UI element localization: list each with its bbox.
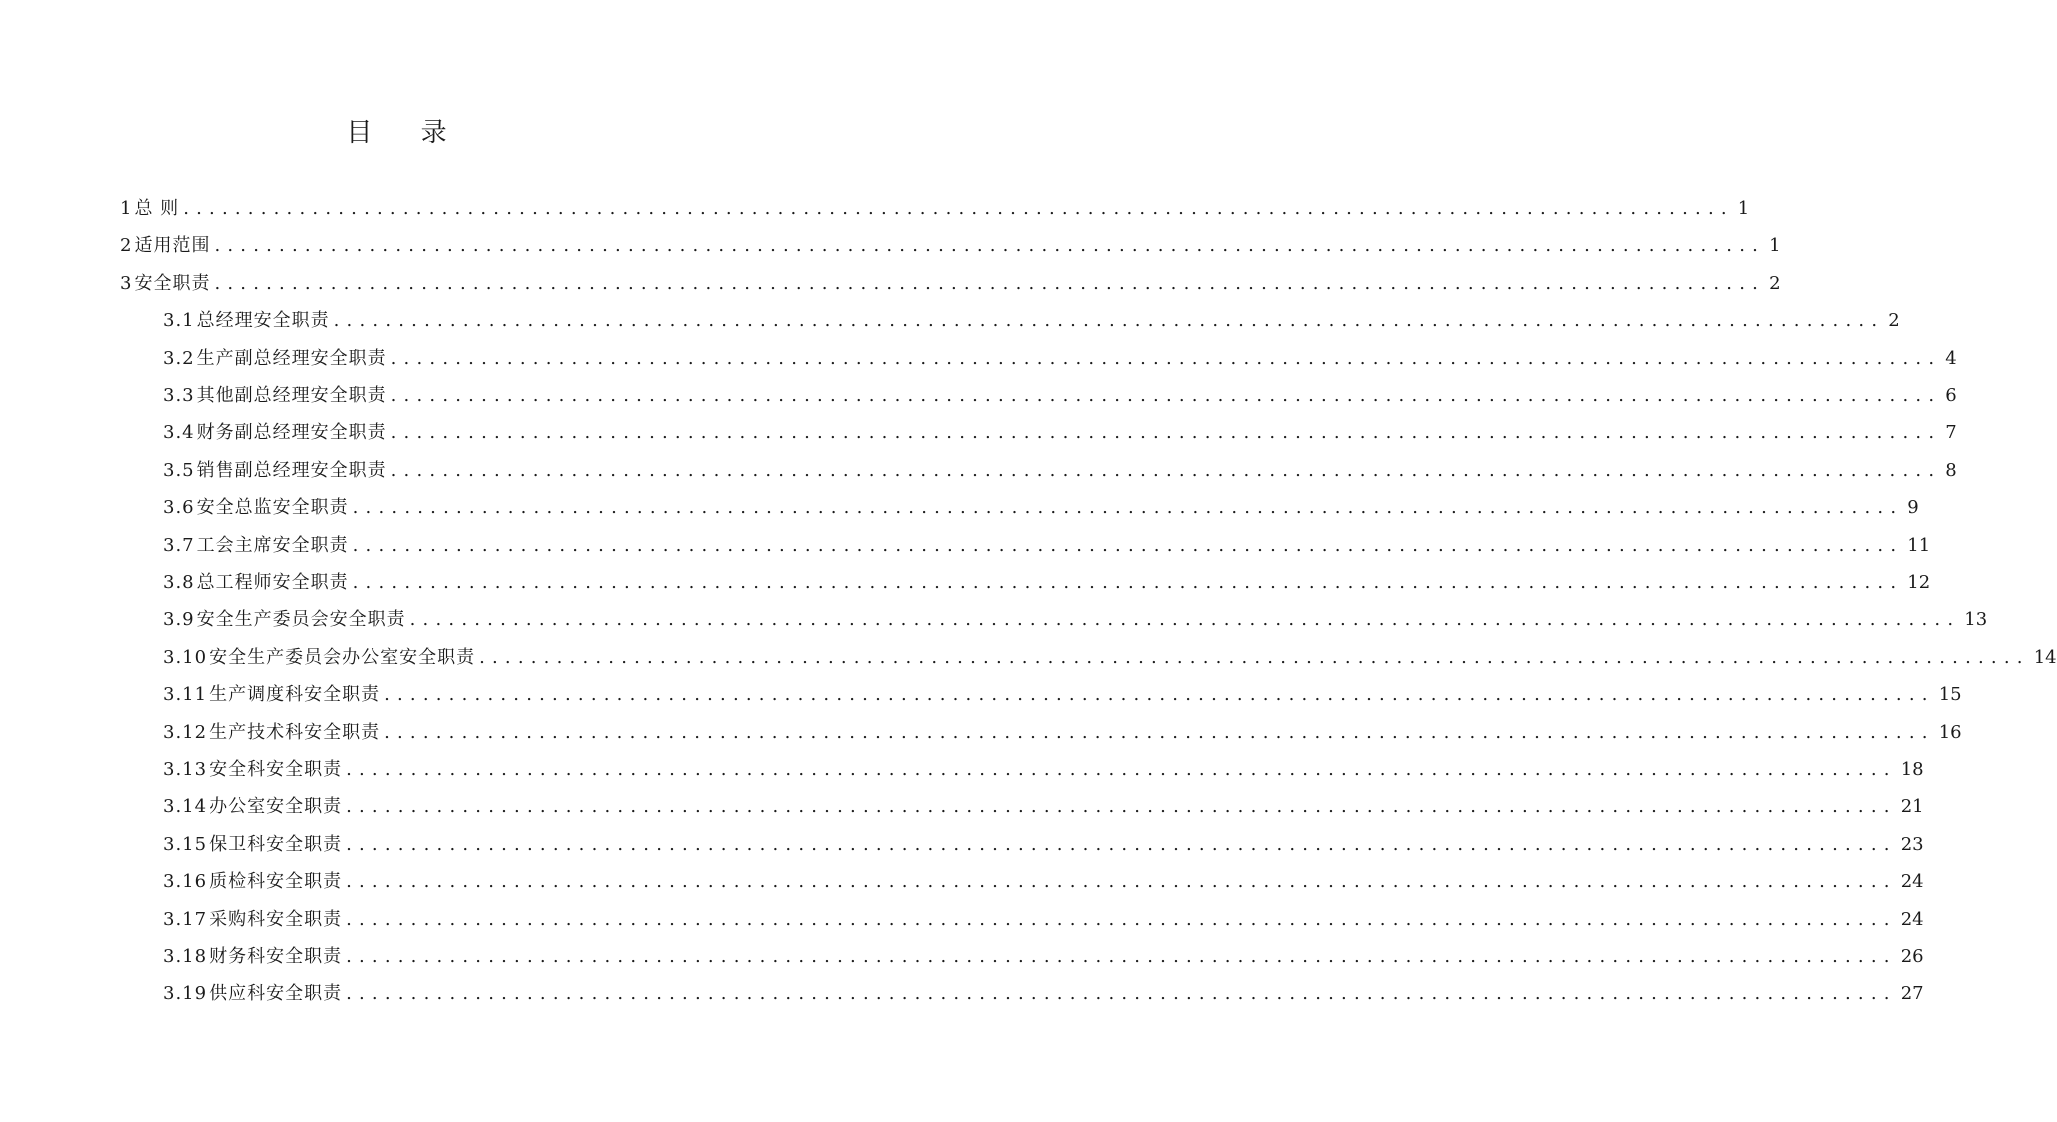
- toc-entry[interactable]: [163, 938, 1924, 975]
- toc-entry-page-number: 13: [1964, 609, 1988, 631]
- toc-entry[interactable]: [163, 414, 1957, 451]
- toc-entry[interactable]: [163, 377, 1957, 414]
- toc-leader-dots: ........................................................................................................................: [346, 796, 1897, 818]
- toc-entry-page-number: 21: [1900, 796, 1924, 818]
- toc-entry[interactable]: [163, 302, 1900, 339]
- toc-entry-label: 工会主席安全职责: [196, 534, 349, 556]
- toc-entry-page-number: 26: [1900, 946, 1924, 967]
- toc-leader-dots: ........................................................................................................................: [384, 721, 1935, 743]
- toc-entry-page-number: 14: [2033, 646, 2057, 668]
- toc-entry-label: 总 则: [134, 198, 180, 219]
- toc-leader-dots: ........................................................................................................................: [390, 459, 1942, 481]
- toc-entry-page-number: 11: [1907, 534, 1931, 556]
- toc-entry-label: 保卫科安全职责: [209, 833, 343, 855]
- toc-leader-dots: ........................................................................................................................: [390, 347, 1942, 369]
- toc-entry-number: 3.14: [163, 796, 208, 818]
- toc-entry-number: 3.13: [163, 759, 208, 780]
- toc-entry-label: 生产技术科安全职责: [209, 721, 381, 743]
- toc-entry[interactable]: [163, 340, 1957, 377]
- toc-leader-dots: ........................................................................................................................: [214, 235, 1766, 257]
- toc-entry-number: 3.8: [163, 572, 195, 593]
- toc-leader-dots: ........................................................................................................................: [346, 983, 1897, 1005]
- toc-entry-number: 3.7: [163, 534, 195, 556]
- toc-entry-number: 3.2: [163, 347, 195, 369]
- toc-leader-dots: ........................................................................................................................: [346, 871, 1897, 893]
- toc-entry[interactable]: [120, 227, 1781, 264]
- toc-leader-dots: ........................................................................................................................: [390, 385, 1942, 406]
- toc-entry-page-number: 15: [1938, 684, 1962, 706]
- toc-entry-label: 质检科安全职责: [209, 871, 343, 893]
- toc-entry[interactable]: [163, 826, 1924, 863]
- toc-leader-dots: ........................................................................................................................: [346, 908, 1897, 930]
- toc-entry-label: 安全总监安全职责: [196, 497, 349, 519]
- toc-entry[interactable]: [163, 601, 1988, 638]
- toc-entry-label: 总工程师安全职责: [196, 572, 349, 593]
- toc-leader-dots: ........................................................................................................................: [333, 310, 1885, 332]
- toc-entry-label: 总经理安全职责: [196, 310, 330, 332]
- toc-entry-label: 生产调度科安全职责: [209, 684, 381, 706]
- toc-entry[interactable]: [163, 676, 1962, 713]
- toc-entry-label: 生产副总经理安全职责: [196, 347, 387, 369]
- toc-leader-dots: ........................................................................................................................: [346, 833, 1897, 855]
- toc-leader-dots: ........................................................................................................................: [390, 422, 1942, 444]
- toc-entry-label: 安全生产委员会安全职责: [196, 609, 406, 631]
- toc-leader-dots: ........................................................................................................................: [352, 572, 1904, 593]
- toc-entry-label: 适用范围: [134, 235, 211, 257]
- toc-entry-page-number: 4: [1945, 347, 1957, 369]
- toc-entry-page-number: 24: [1900, 908, 1924, 930]
- toc-entry-label: 其他副总经理安全职责: [196, 385, 387, 406]
- toc-entry-number: 3.12: [163, 721, 208, 743]
- toc-entry-number: 3.15: [163, 833, 208, 855]
- toc-entry[interactable]: [163, 639, 2057, 676]
- toc-entry-page-number: 24: [1900, 871, 1924, 893]
- toc-entry[interactable]: [120, 190, 1750, 227]
- toc-leader-dots: ........................................................................................................................: [352, 497, 1904, 519]
- toc-entry[interactable]: [163, 527, 1931, 564]
- toc-entry-page-number: 1: [1737, 198, 1750, 219]
- toc-entry[interactable]: [163, 564, 1931, 601]
- toc-entry-number: 3.16: [163, 871, 208, 893]
- toc-entry-number: 3.19: [163, 983, 208, 1005]
- toc-leader-dots: ........................................................................................................................: [479, 646, 2030, 668]
- toc-entry-label: 财务科安全职责: [209, 946, 343, 967]
- toc-entry[interactable]: [163, 489, 1919, 526]
- toc-entry-page-number: 9: [1907, 497, 1919, 519]
- toc-entry-page-number: 2: [1769, 272, 1781, 294]
- toc-entry[interactable]: [163, 901, 1924, 938]
- toc-entry-label: 采购科安全职责: [209, 908, 343, 930]
- toc-entry-page-number: 16: [1938, 721, 1962, 743]
- toc-entry-number: 3.10: [163, 646, 208, 668]
- toc-entry-label: 安全科安全职责: [209, 759, 343, 780]
- toc-entry[interactable]: [163, 714, 1962, 751]
- toc-leader-dots: ........................................................................................................................: [384, 684, 1935, 706]
- toc-entry-label: 供应科安全职责: [209, 983, 343, 1005]
- page-title: 目 录: [346, 118, 467, 148]
- toc-entry-label: 安全生产委员会办公室安全职责: [209, 646, 476, 668]
- toc-entry-page-number: 8: [1945, 459, 1957, 481]
- toc-entry-number: 3.5: [163, 459, 195, 481]
- toc-entry-page-number: 1: [1769, 235, 1781, 257]
- toc-entry-number: 3.6: [163, 497, 195, 519]
- toc-entry-page-number: 7: [1945, 422, 1957, 444]
- toc-leader-dots: ........................................................................................................................: [346, 946, 1897, 967]
- toc-entry-page-number: 27: [1900, 983, 1924, 1005]
- toc-entry-number: 3.17: [163, 908, 208, 930]
- toc-entry-page-number: 18: [1900, 759, 1924, 780]
- toc-entry-number: 3: [120, 272, 133, 294]
- toc-leader-dots: ........................................................................................................................: [183, 198, 1734, 219]
- toc-leader-dots: ........................................................................................................................: [214, 272, 1766, 294]
- toc-entry[interactable]: [120, 265, 1781, 302]
- toc-entry-number: 3.1: [163, 310, 195, 332]
- toc-entry-label: 销售副总经理安全职责: [196, 459, 387, 481]
- toc-entry[interactable]: [163, 788, 1924, 825]
- toc-entry[interactable]: [163, 863, 1924, 900]
- toc-entry-number: 3.9: [163, 609, 195, 631]
- toc-entry-number: 1: [120, 198, 133, 219]
- toc-leader-dots: ........................................................................................................................: [409, 609, 1961, 631]
- toc-entry-page-number: 2: [1888, 310, 1900, 332]
- toc-leader-dots: ........................................................................................................................: [346, 759, 1897, 780]
- toc-entry-label: 财务副总经理安全职责: [196, 422, 387, 444]
- toc-leader-dots: ........................................................................................................................: [352, 534, 1904, 556]
- toc-entry-label: 安全职责: [134, 272, 211, 294]
- toc-entry-label: 办公室安全职责: [209, 796, 343, 818]
- toc-entry[interactable]: [163, 975, 1924, 1012]
- toc-entry-number: 3.18: [163, 946, 208, 967]
- toc-entry-page-number: 23: [1900, 833, 1924, 855]
- toc-entry-number: 3.11: [163, 684, 208, 706]
- toc-entry[interactable]: [163, 751, 1924, 788]
- toc-entry-number: 3.4: [163, 422, 195, 444]
- toc-entry-page-number: 6: [1945, 385, 1957, 406]
- toc-entry[interactable]: [163, 452, 1957, 489]
- toc-entry-number: 3.3: [163, 385, 195, 406]
- toc-entry-number: 2: [120, 235, 133, 257]
- toc-entry-page-number: 12: [1907, 572, 1931, 593]
